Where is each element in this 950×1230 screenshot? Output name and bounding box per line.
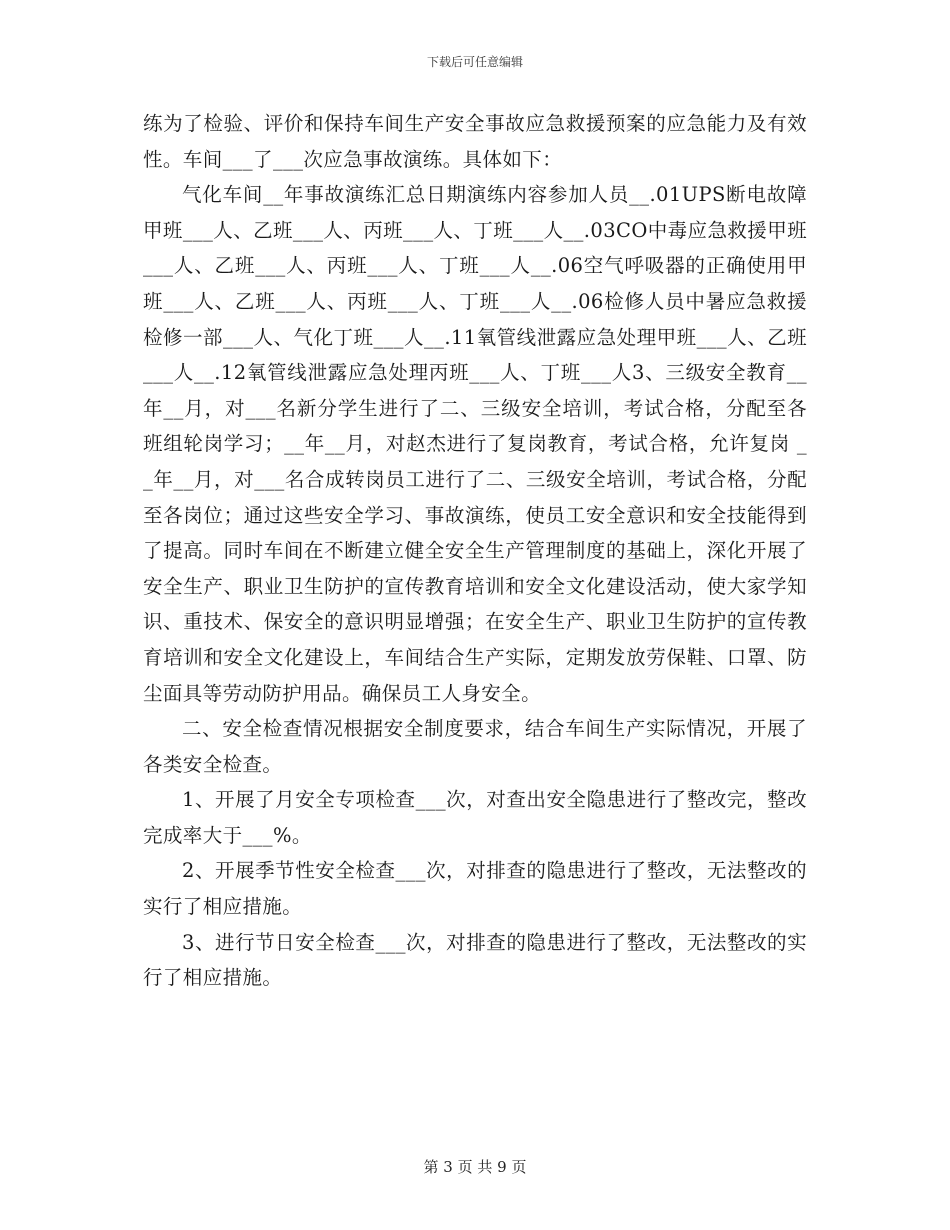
document-body (143, 106, 807, 996)
paragraph-drill-intro: 练为了检验、评价和保持车间生产安全事故应急救援预案的应急能力及有效性。车间___了___次应急事故演练。具体如下： (143, 112, 807, 171)
paragraph-holiday-inspection: 3、进行节日安全检查___次，对排查的隐患进行了整改，无法整改的实行了相应措施。 (143, 930, 807, 990)
paragraph-safety-inspection: 二、安全检查情况根据安全制度要求，结合车间生产实际情况，开展了各类安全检查。 (143, 717, 807, 776)
paragraph-drill-summary: 气化车间__年事故演练汇总日期演练内容参加人员__.01UPS断电故障甲班___人、乙班___人、丙班___人、丁班___人__.03CO中毒应急救援甲班___人、乙班___人、丙班___人、丁班___人__.06空气呼吸器的正确使用甲班___人、乙班___人、丙班___人、丁班___人__.06检修人员中暑应急救援检修一部___人、气化丁班___人__.11氧管线泄露应急处理甲班___人、乙班___人__.12氧管线泄露应急处理丙班___人、丁班___人3、三级安全教育__年__月，对___名新分学生进行了二、三级安全培训，考试合格，分配至各班组轮岗学习；__年__月，对赵杰进行了复岗教育，考试合格，允许复岗 __年__月，对___名合成转岗员工进行了二、三级安全培训，考试合格，分配至各岗位；通过这些安全学习、事故演练，使员工安全意识和安全技能得到了提高。同时车间在不断建立健全安全生产管理制度的基础上，深化开展了安全生产、职业卫生防护的宣传教育培训和安全文化建设活动，使大家学知识、重技术、保安全的意识明显增强；在安全生产、职业卫生防护的宣传教育培训和安全文化建设上，车间结合生产实际，定期发放劳保鞋、口罩、防尘面具等劳动防护用品。确保员工人身安全。 (143, 183, 807, 705)
paragraph-seasonal-inspection: 2、开展季节性安全检查___次，对排查的隐患进行了整改，无法整改的实行了相应措施。 (143, 859, 807, 919)
page-number: 第 3 页 共 9 页 (423, 1158, 527, 1176)
paragraph-monthly-inspection: 1、开展了月安全专项检查___次，对查出安全隐患进行了整改完，整改完成率大于___%。 (143, 788, 807, 847)
page-header-note: 下载后可任意编辑 (426, 55, 523, 69)
